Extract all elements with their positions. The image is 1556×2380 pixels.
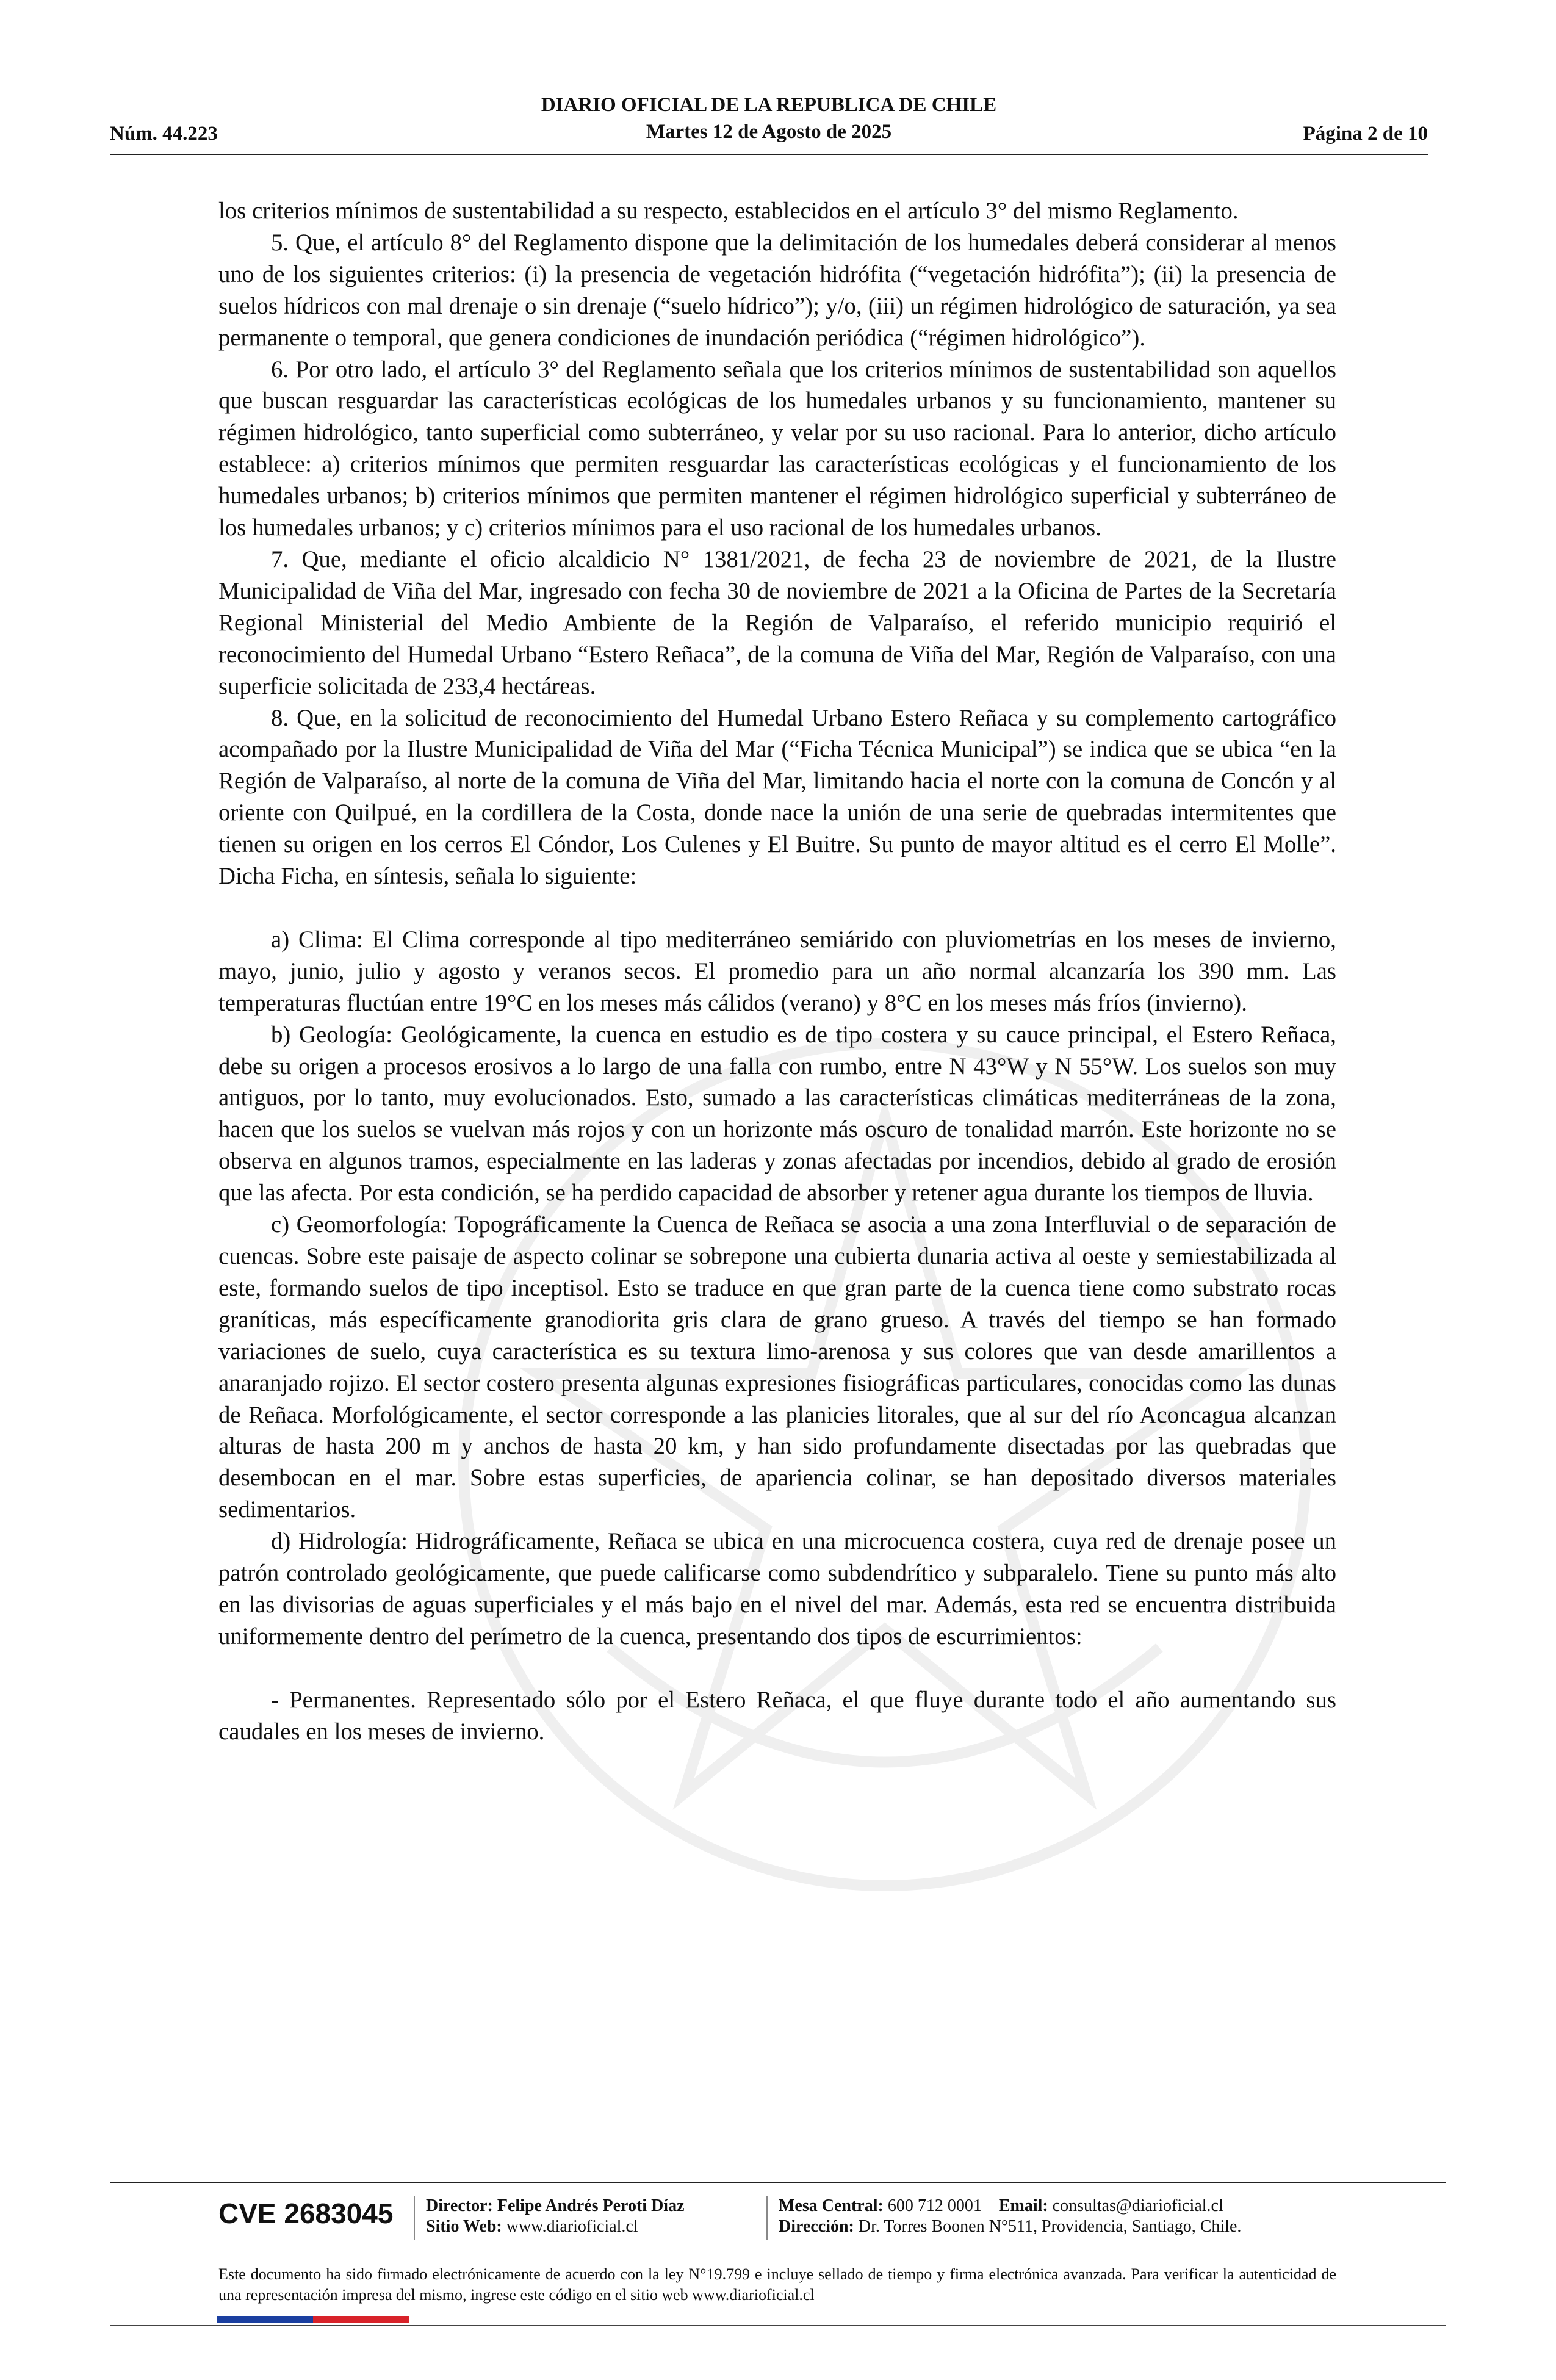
header-center [110, 92, 1428, 145]
director-name: Felipe Andrés Peroti Díaz [497, 2196, 685, 2215]
paragraph: b) Geología: Geológicamente, la cuenca en estudio es de tipo costera y su cauce principal, el Estero Reñaca, debe su origen a procesos erosivos a lo largo de una falla con rumbo, entre N 43°W y N 55°W. Los suelos son muy antiguos, por lo tanto, muy evolucionados. Esto, sumado a las características climáticas mediterráneas de la zona, hacen que los suelos se vuelvan más rojos y con un horizonte más oscuro de tonalidad marrón. Este horizonte no se observa en algunos tramos, especialmente en las laderas y zonas afectadas por incendios, debido al grado de erosión que las afecta. Por esta condición, se ha perdido capacidad de absorber y retener agua durante los tiempos de lluvia. [218, 1021, 1336, 1206]
flag-red-segment [313, 2316, 409, 2323]
legal-notice: Este documento ha sido firmado electrónicamente de acuerdo con la ley N°19.799 e incluye sellado de tiempo y firma electrónica avanzada. Para verificar la autenticidad de una representación impresa del mismo, ingrese este código en el sitio web www.diarioficial.cl [218, 2265, 1336, 2304]
publication-title: DIARIO OFICIAL DE LA REPUBLICA DE CHILE [541, 94, 997, 116]
paragraph: 5. Que, el artículo 8° del Reglamento dispone que la delimitación de los humedales deberá considerar al menos uno de los siguientes criterios: (i) la presencia de vegetación hidrófita (“vegetación hidrófita”); (ii) la presencia de suelos hídricos con mal drenaje o sin drenaje (“suelo hídrico”); y/o, (iii) un régimen hidrológico de saturación, ya sea permanente o temporal, que genera condiciones de inundación periódica (“régimen hidrológico”). [218, 229, 1336, 351]
footer-contact-right [779, 2196, 1241, 2237]
footer-separator [766, 2196, 768, 2240]
address-label: Dirección: [779, 2217, 854, 2236]
spacer [218, 1653, 1336, 1684]
flag-color-bar [217, 2316, 409, 2323]
flag-blue-segment [217, 2316, 313, 2323]
cve-code: CVE 2683045 [218, 2198, 394, 2229]
footer-contact-left [426, 2196, 685, 2237]
header-divider [110, 154, 1428, 155]
site-label: Sitio Web: [426, 2217, 502, 2236]
paragraph: d) Hidrología: Hidrográficamente, Reñaca se ubica en una microcuenca costera, cuya red de drenaje posee un patrón controlado geológicamente, que puede calificarse como subdendrítico y subparalelo. Tiene su punto más alto en las divisorias de aguas superficiales y el más bajo en el nivel del mar. Además, esta red se encuentra distribuida uniformemente dentro del perímetro de la cuenca, presentando dos tipos de escurrimientos: [218, 1528, 1336, 1650]
site-url[interactable]: www.diarioficial.cl [506, 2217, 638, 2236]
page-header [110, 92, 1428, 159]
paragraph: los criterios mínimos de sustentabilidad a su respecto, establecidos en el artículo 3° del mismo Reglamento. [218, 198, 1239, 224]
issue-date: Martes 12 de Agosto de 2025 [646, 121, 892, 143]
mesa-label: Mesa Central: [779, 2196, 884, 2215]
paragraph: 7. Que, mediante el oficio alcaldicio N° 1381/2021, de fecha 23 de noviembre de 2021, de la Ilustre Municipalidad de Viña del Mar, ingresado con fecha 30 de noviembre de 2021 a la Oficina de Partes de la Secretaría Regional Ministerial del Medio Ambiente de la Región de Valparaíso, el referido municipio requirió el reconocimiento del Humedal Urbano “Estero Reñaca”, de la comuna de Viña del Mar, Región de Valparaíso, con una superficie solicitada de 233,4 hectáreas. [218, 546, 1336, 699]
paragraph: 6. Por otro lado, el artículo 3° del Reglamento señala que los criterios mínimos de sustentabilidad son aquellos que buscan resguardar las características ecológicas de los humedales urbanos y su funcionamiento, mantener su régimen hidrológico, tanto superficial como subterráneo, y velar por su uso racional. Para lo anterior, dicho artículo establece: a) criterios mínimos que permiten resguardar las características ecológicas y el funcionamiento de los humedales urbanos; b) criterios mínimos que permiten mantener el régimen hidrológico superficial y subterráneo de los humedales urbanos; y c) criterios mínimos para el uso racional de los humedales urbanos. [218, 356, 1336, 541]
paragraph: - Permanentes. Representado sólo por el Estero Reñaca, el que fluye durante todo el año aumentando sus caudales en los meses de invierno. [218, 1686, 1336, 1745]
paragraph: 8. Que, en la solicitud de reconocimiento del Humedal Urbano Estero Reñaca y su complemento cartográfico acompañado por la Ilustre Municipalidad de Viña del Mar (“Ficha Técnica Municipal”) se indica que se ubica “en la Región de Valparaíso, al norte de la comuna de Viña del Mar, limitando hacia el norte con la comuna de Concón y al oriente con Quilpué, en la cordillera de la Costa, donde nace la unión de una serie de quebradas intermitentes que tienen su origen en los cerros El Cóndor, Los Culenes y El Buitre. Su punto de mayor altitud es el cerro El Molle”. Dicha Ficha, en síntesis, señala lo siguiente: [218, 704, 1336, 890]
address-text: Dr. Torres Boonen N°511, Providencia, Santiago, Chile. [858, 2217, 1242, 2236]
issue-number: Núm. 44.223 [110, 123, 218, 145]
spacer [218, 892, 1336, 924]
email-label: Email: [998, 2196, 1048, 2215]
document-body [218, 195, 1336, 1748]
footer-separator [414, 2196, 415, 2240]
mesa-phone: 600 712 0001 [887, 2196, 982, 2215]
page-number: Página 2 de 10 [1303, 123, 1428, 145]
footer-divider [110, 2182, 1446, 2183]
email-address[interactable]: consultas@diarioficial.cl [1052, 2196, 1223, 2215]
director-label: Director: [426, 2196, 493, 2215]
bottom-divider [110, 2325, 1446, 2326]
page-footer [218, 2191, 1336, 2246]
paragraph: a) Clima: El Clima corresponde al tipo mediterráneo semiárido con pluviometrías en los meses de invierno, mayo, junio, julio y agosto y veranos secos. El promedio para un año normal alcanzaría los 390 mm. Las temperaturas fluctúan entre 19°C en los meses más cálidos (verano) y 8°C en los meses más fríos (invierno). [218, 926, 1336, 1016]
paragraph: c) Geomorfología: Topográficamente la Cuenca de Reñaca se asocia a una zona Interfluvial o de separación de cuencas. Sobre este paisaje de aspecto colinar se sobrepone una cubierta dunaria activa al oeste y semiestabilizada al este, formando suelos de tipo inceptisol. Esto se traduce en que gran parte de la cuenca tiene como substrato rocas graníticas, más específicamente granodiorita gris clara de grano grueso. A través del tiempo se han formado variaciones de suelo, cuya característica es su textura limo-arenosa y sus colores que van desde amarillentos a anaranjado rojizo. El sector costero presenta algunas expresiones fisiográficas particulares, conocidas como las dunas de Reñaca. Morfológicamente, el sector corresponde a las planicies litorales, que al sur del río Aconcagua alcanzan alturas de hasta 200 m y anchos de hasta 20 km, y han sido profundamente disectadas por las quebradas que desembocan en el mar. Sobre estas superficies, de apariencia colinar, se han depositado diversos materiales sedimentarios. [218, 1211, 1336, 1523]
